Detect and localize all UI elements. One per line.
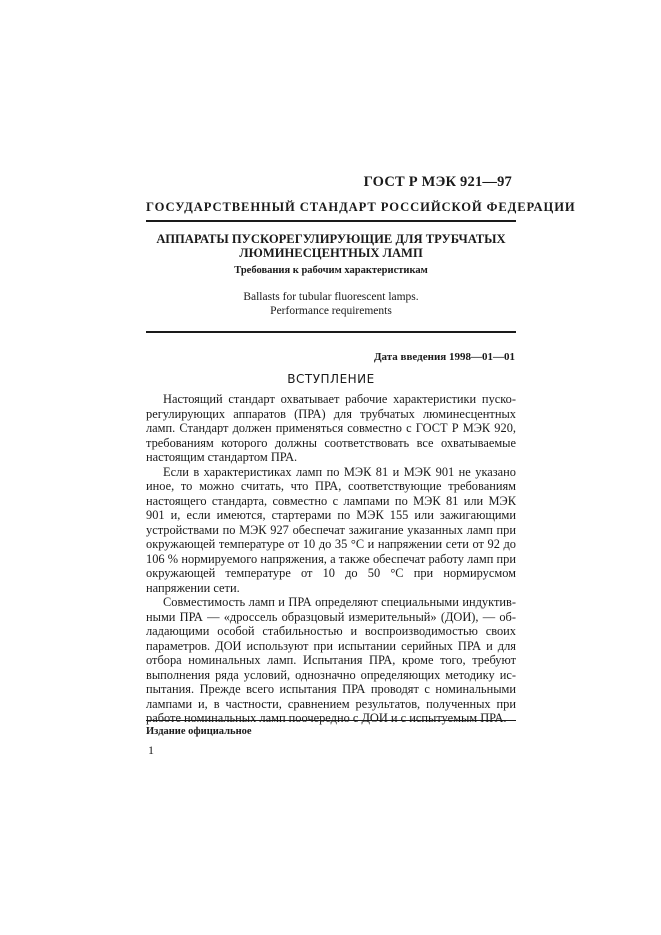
state-standard-heading: ГОСУДАРСТВЕННЫЙ СТАНДАРТ РОССИЙСКОЙ ФЕДЕРАЦИИ <box>146 200 576 214</box>
page-number: 1 <box>148 743 154 757</box>
paragraph: Если в характеристиках ламп по МЭК 81 и МЭК 901 не указано иное, то можно считать, что ПРА, соответствующие требованиям настоящего стандарта, совместно с лампами по МЭК 81 или МЭК 901 и, если имеются, стартерами по МЭК 155 или зажигающими устройствами по МЭК 927 обеспечат зажигание указанных ламп при окружающей температуре от 10 до 35 °С и напряжении сети от 92 до 106 % нормируемого напряжения, а также обеспечат работу ламп при окружающей температуре от 10 до 50 °С при нормирусмом напряжении сети. <box>146 464 516 595</box>
introduction-date: Дата введения 1998—01—01 <box>373 351 515 363</box>
document-subtitle: Требования к рабочим характеристикам <box>234 265 428 276</box>
body-text <box>146 392 516 726</box>
document-title <box>146 232 516 260</box>
title-divider <box>146 331 516 333</box>
paragraph: Настоящий стандарт охватывает рабочие характеристики пускорегулирующих аппаратов (ПРА) для трубчатых люминесцентных ламп. Стандарт должен применяться совместно с ГОСТ Р МЭК 920, требованиям которого должны соответствовать все охватываемые настоящим стандартом ПРА. <box>146 392 516 464</box>
official-edition-label: Издание официальное <box>146 726 252 737</box>
header-divider <box>146 220 516 222</box>
english-title-line-1: Ballasts for tubular fluorescent lamps. <box>243 291 419 303</box>
section-heading: ВСТУПЛЕНИЕ <box>287 372 375 386</box>
title-line-2: ЛЮМИНЕСЦЕНТНЫХ ЛАМП <box>239 246 423 260</box>
paragraph: Совместимость ламп и ПРА определяют специальными индуктивными ПРА — «дроссель образцовый измерительный» (ДОИ), — обладающими особой стабильностью и воспроизводимостью своих параметров. ДОИ используют при испытании серийных ПРА и для отбора номинальных ламп. Испытания ПРА, кроме того, требуют выполнения ряда условий, однозначно определяющих методику испытания. Прежде всего испытания ПРА проводят с номинальными лампами и, в частности, сравнением результатов, полученных при работе номинальных ламп поочередно с ДОИ и с испытуемым ПРА. <box>146 595 516 725</box>
english-title <box>146 290 516 318</box>
standard-code: ГОСТ Р МЭК 921—97 <box>363 174 512 190</box>
title-line-1: АППАРАТЫ ПУСКОРЕГУЛИРУЮЩИЕ ДЛЯ ТРУБЧАТЫХ <box>156 232 506 246</box>
footer-divider <box>146 720 516 721</box>
english-title-line-2: Performance requirements <box>270 305 392 317</box>
